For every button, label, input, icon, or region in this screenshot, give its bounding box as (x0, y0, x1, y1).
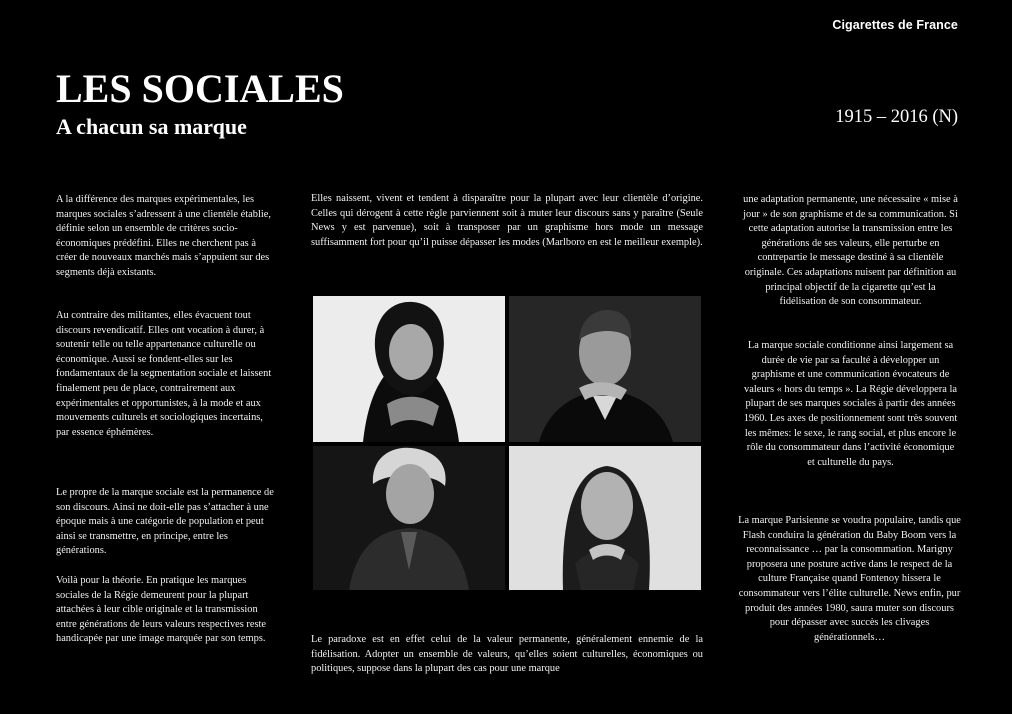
col1-paragraph-1: A la différence des marques expérimentales, les marques sociales s’adressent à une clientèle établie, définie selon un ensemble de critères socio-économiques prédéfini. Elles ne cherchent pas à créer de nouveaux marchés mais s’appuient sur des segments déjà existants. (56, 194, 271, 278)
col2-paragraph-2: Le paradoxe est en effet celui de la valeur permanente, généralement ennemie de la fidélisation. Adopter un ensemble de valeurs, qu’elles soient culturelles, économiques ou politiques, suppose dans la plupart des cas pour une marque (311, 634, 703, 675)
portrait-woman-smiling (509, 446, 701, 590)
portrait-older-man (313, 446, 505, 590)
col1-paragraph-4: Voilà pour la théorie. En pratique les marques sociales de la Régie demeurent pour la plupart attachées à leur cible originale et la transmission entre générations de leurs valeurs respectives reste handicapée par une image marquée par son temps. (56, 575, 267, 645)
col1-paragraph-2: Au contraire des militantes, elles évacuent tout discours revendicatif. Elles ont vocation à durer, à soutenir telle ou telle appartenance culturelle ou économique. Aussi se fondent-elles sur les fondamentaux de la segmentation sociale et laissent finalement peu de place, contrairement aux expérimentales et opportunistes, à la mode et aux mouvements culturels et sociologiques incertains, par essence éphémères. (56, 310, 272, 438)
portrait-man-suit (509, 296, 701, 442)
col3-paragraph-3: La marque Parisienne se voudra populaire, tandis que Flash conduira la génération du Baby Boom vers la reconnaissance … par la consommation. Marigny proposera une posture active dans le respect de la culture Française quand Fontenoy hissera le consommateur vers l’élite culturelle. News enfin, pur produit des années 1980, saura muter son discours pour dépasser avec succès les clivages générationnels… (738, 515, 961, 643)
date-range: 1915 – 2016 (N) (835, 107, 958, 127)
page-subtitle: A chacun sa marque (56, 114, 247, 139)
portrait-grid (313, 296, 701, 590)
col1-paragraph-3: Le propre de la marque sociale est la permanence de son discours. Ainsi ne doit-elle pas s’attacher à une époque mais à une catégorie de population et peut ainsi se transmettre, en principe, entre les générations. (56, 487, 274, 557)
col3-paragraph-1: une adaptation permanente, une nécessaire « mise à jour » de son graphisme et de sa communication. Si cette adaptation autorise la transmission entre les générations de ses valeurs, elle perturbe en contrepartie le message destiné à sa clientèle originale. Ces adaptations nuisent par définition au principal objectif de la cigarette qu’est la fidélisation de son consommateur. (743, 194, 958, 308)
portrait-woman-dark-hair (313, 296, 505, 442)
col3-paragraph-2: La marque sociale conditionne ainsi largement sa durée de vie par sa faculté à développer un graphisme et une communication évocateurs de valeurs « hors du temps ». La Régie développera la plupart de ses marques sociales à partir des années 1960. Les axes de positionnement sont très souvent les mêmes: le sexe, le rang social, et plus encore le rôle du consommateur dans l’activité économique et culturelle du pays. (743, 340, 958, 468)
brand-label: Cigarettes de France (832, 18, 958, 32)
col2-paragraph-1: Elles naissent, vivent et tendent à disparaître pour la plupart avec leur clientèle d’origine. Celles qui dérogent à cette règle parviennent soit à muter leur discours sans y paraître (Seule News y est parvenue), soit à transposer par un graphisme hors mode un message suffisamment fort pour qu’il puisse dépasser les modes (Marlboro en est le meilleur exemple). (311, 193, 703, 248)
page-title: LES SOCIALES (56, 66, 344, 111)
